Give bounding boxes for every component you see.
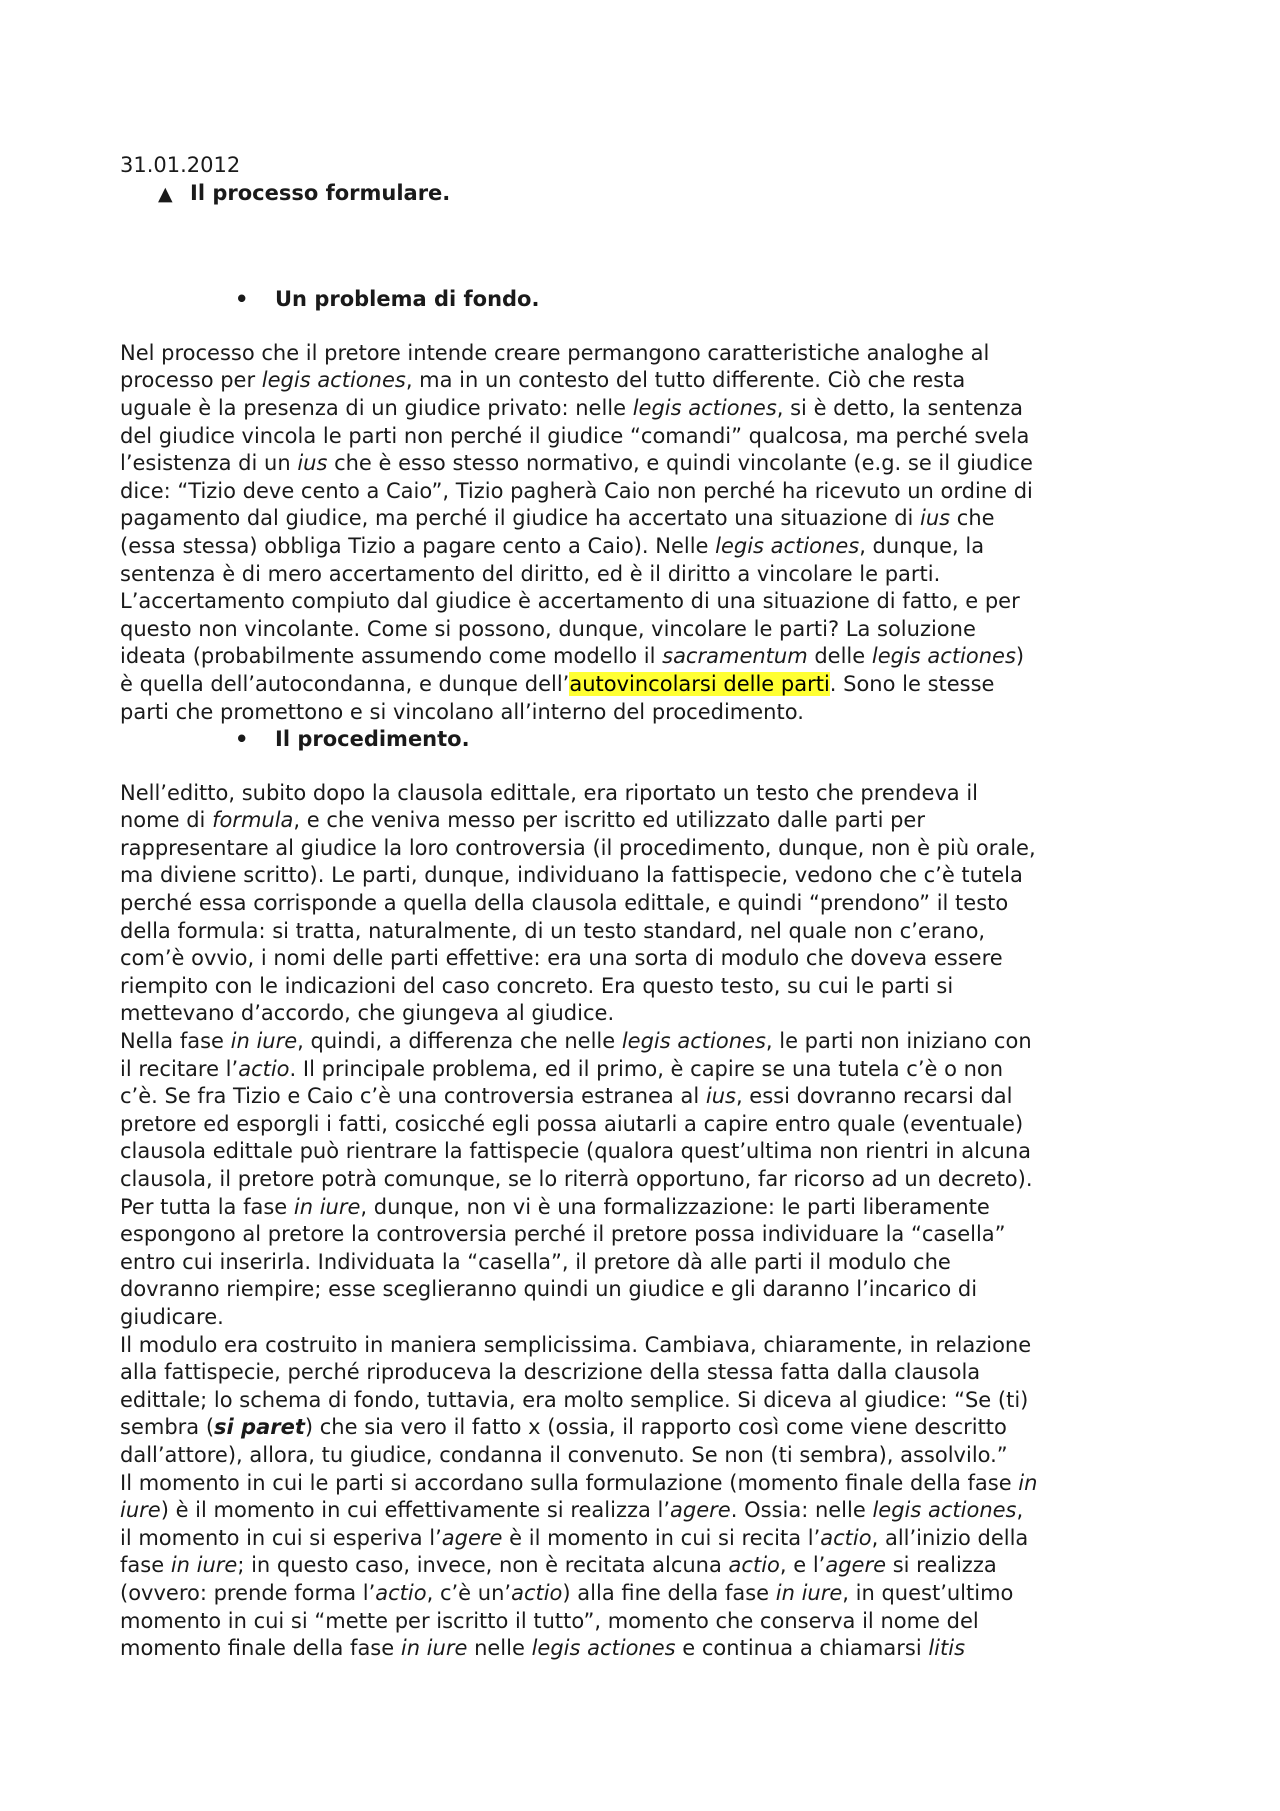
text-line — [120, 699, 1160, 727]
italic-term: legis actiones — [621, 1029, 766, 1054]
text-line — [120, 835, 1160, 863]
text-line — [120, 423, 1160, 451]
text-run: , dunque, non vi è una formalizzazione: le parti liberamente — [360, 1194, 990, 1219]
text-run: è quella dell’autocondanna, e dunque dell’ — [120, 671, 570, 696]
text-run: . Ossia: nelle — [730, 1498, 873, 1523]
text-line — [120, 1028, 1160, 1056]
text-line — [120, 862, 1160, 890]
italic-term: legis actiones — [632, 395, 777, 420]
text-line — [120, 807, 1160, 835]
bullet-icon: • — [235, 287, 249, 312]
italic-term: in iure — [230, 1029, 298, 1054]
text-run: , le parti non iniziano con — [765, 1029, 1032, 1054]
text-run: dall’attore), allora, tu giudice, condanna il convenuto. Se non (ti sembra), assolvilo.” — [120, 1442, 1008, 1467]
italic-term: ius — [705, 1084, 736, 1109]
text-run: momento in cui si “mette per iscritto il tutto”, momento che conserva il nome del — [120, 1608, 979, 1633]
italic-term: ius — [920, 506, 951, 531]
section-heading — [235, 286, 1160, 314]
text-run: alla fattispecie, perché riproduceva la descrizione della stessa fatta dalla clausola — [120, 1360, 981, 1385]
text-run: , e l’ — [779, 1553, 826, 1578]
text-line — [120, 561, 1160, 589]
text-line — [120, 616, 1160, 644]
text-line — [120, 1387, 1160, 1415]
italic-term: legis actiones — [871, 644, 1016, 669]
text-run: , c’è un’ — [426, 1580, 512, 1605]
text-run: ) che sia vero il fatto x (ossia, il rapporto così come viene descritto — [304, 1415, 1007, 1440]
text-run: dice: “Tizio deve cento a Caio”, Tizio pagherà Caio non perché ha ricevuto un ordine di — [120, 478, 1033, 503]
text-run: e continua a chiamarsi — [675, 1636, 929, 1661]
text-line — [120, 918, 1160, 946]
italic-term: in iure — [293, 1194, 361, 1219]
triangle-icon: ▲ — [158, 182, 173, 205]
italic-term: ius — [297, 451, 328, 476]
bullet-icon: • — [235, 727, 249, 752]
text-line — [120, 1083, 1160, 1111]
text-run: c’è. Se fra Tizio e Caio c’è una controversia estranea al — [120, 1084, 706, 1109]
text-line — [120, 505, 1160, 533]
italic-term: litis — [928, 1636, 966, 1661]
italic-term: iure — [120, 1498, 161, 1523]
text-line — [120, 1497, 1160, 1525]
text-line — [120, 1138, 1160, 1166]
text-line — [120, 780, 1160, 808]
text-line — [120, 450, 1160, 478]
text-line — [120, 643, 1160, 671]
text-run: , all’inizio della — [871, 1525, 1029, 1550]
text-run: perché essa corrisponde a quella della clausola edittale, e quindi “prendono” il testo — [120, 891, 1009, 916]
text-line — [120, 588, 1160, 616]
text-run: ) — [1015, 644, 1025, 669]
text-run: il momento in cui si esperiva l’ — [120, 1525, 442, 1550]
italic-term: in — [1018, 1470, 1038, 1495]
document-title-text: Il processo formulare. — [190, 180, 451, 205]
text-run: processo per — [120, 368, 262, 393]
text-run: ideata (probabilmente assumendo come modello il — [120, 644, 663, 669]
italic-term: legis actiones — [531, 1636, 676, 1661]
text-run: questo non vincolante. Come si possono, dunque, vincolare le parti? La soluzione — [120, 616, 976, 641]
text-line — [120, 1608, 1160, 1636]
text-run: della formula: si tratta, naturalmente, di un testo standard, nel quale non c’erano, — [120, 918, 986, 943]
text-run: , in quest’ultimo — [842, 1580, 1014, 1605]
text-run: l’esistenza di un — [120, 451, 298, 476]
text-run: Nell’editto, subito dopo la clausola edittale, era riportato un testo che prendeva il — [120, 780, 979, 805]
italic-term: actio — [820, 1525, 872, 1550]
text-line — [120, 890, 1160, 918]
text-line — [120, 1000, 1160, 1028]
text-line — [120, 1221, 1160, 1249]
italic-term: actio — [238, 1056, 290, 1081]
text-run: , dunque, la — [859, 533, 985, 558]
text-run: del giudice vincola le parti non perché il giudice “comandi” qualcosa, ma perché svela — [120, 423, 1030, 448]
text-run: si realizza — [886, 1553, 997, 1578]
italic-term: sacramentum — [662, 644, 808, 669]
text-run: , si è detto, la sentenza — [776, 395, 1023, 420]
text-line — [120, 1414, 1160, 1442]
text-run: ) alla fine della fase — [562, 1580, 776, 1605]
text-run: mettevano d’accordo, che giungeva al giudice. — [120, 1001, 615, 1026]
text-run: clausola, il pretore potrà comunque, se lo riterrà opportuno, far ricorso ad un decreto). — [120, 1167, 1033, 1191]
text-line — [120, 1525, 1160, 1553]
text-run: clausola edittale può rientrare la fattispecie (qualora quest’ultima non rientri in alcuna — [120, 1139, 1032, 1164]
text-run: , essi dovranno recarsi dal — [735, 1084, 1013, 1109]
italic-term: legis actiones — [261, 368, 406, 393]
text-line — [120, 1580, 1160, 1608]
text-run: nome di — [120, 808, 213, 833]
text-run: espongono al pretore la controversia perché il pretore possa individuare la “casella” — [120, 1222, 1006, 1247]
text-line — [120, 395, 1160, 423]
text-run: entro cui inserirla. Individuata la “casella”, il pretore dà alle parti il modulo che — [120, 1249, 951, 1274]
text-line — [120, 1056, 1160, 1084]
text-run: delle — [807, 644, 872, 669]
text-run: è il momento in cui si recita l’ — [502, 1525, 821, 1550]
italic-term: in iure — [775, 1580, 843, 1605]
text-run: Nella fase — [120, 1029, 231, 1054]
italic-term: agere — [825, 1553, 887, 1578]
text-line — [120, 1249, 1160, 1277]
document-page — [120, 152, 1160, 1663]
text-line — [120, 533, 1160, 561]
text-run: che — [950, 506, 995, 531]
text-run: nelle — [467, 1636, 532, 1661]
bold-italic-term: si paret — [214, 1415, 305, 1440]
text-run: pretore ed esporgli i fatti, cosicché egli possa aiutarli a capire entro quale (eventuale) — [120, 1111, 1024, 1136]
text-run: momento finale della fase — [120, 1636, 401, 1661]
text-run: (essa stessa) obbliga Tizio a pagare cento a Caio). Nelle — [120, 533, 716, 558]
section-paragraph — [120, 780, 1160, 1663]
text-run: , e che veniva messo per iscritto ed utilizzato dalle parti per — [293, 808, 925, 833]
text-line — [120, 340, 1160, 368]
highlighted-text: autovincolarsi delle parti — [569, 671, 830, 696]
text-run: riempito con le indicazioni del caso concreto. Era questo testo, su cui le parti si — [120, 973, 954, 998]
italic-term: actio — [511, 1580, 563, 1605]
text-run: com’è ovvio, i nomi delle parti effettive: era una sorta di modulo che doveva essere — [120, 946, 1003, 971]
italic-term: formula — [212, 808, 294, 833]
text-line — [120, 1442, 1160, 1470]
text-run: rappresentare al giudice la loro controversia (il procedimento, dunque, non è più orale, — [120, 835, 1036, 860]
document-date: 31.01.2012 — [120, 153, 241, 177]
text-line — [120, 1276, 1160, 1304]
text-line — [120, 1552, 1160, 1580]
text-run: fase — [120, 1553, 171, 1578]
text-run: dovranno riempire; esse sceglieranno quindi un giudice e gli daranno l’incarico di — [120, 1277, 978, 1302]
italic-term: actio — [375, 1580, 427, 1605]
text-run: edittale; lo schema di fondo, tuttavia, era molto semplice. Si diceva al giudice: “Se (ti) — [120, 1387, 1029, 1412]
text-run: Per tutta la fase — [120, 1194, 294, 1219]
text-run: (ovvero: prende forma l’ — [120, 1580, 376, 1605]
italic-term: agere — [670, 1498, 731, 1523]
text-run: Nel processo che il pretore intende creare permangono caratteristiche analoghe al — [120, 340, 990, 365]
text-line — [120, 1635, 1160, 1663]
text-run: ; in questo caso, invece, non è recitata alcuna — [237, 1553, 729, 1578]
text-line — [120, 945, 1160, 973]
text-line — [120, 478, 1160, 506]
italic-term: agere — [441, 1525, 503, 1550]
text-run: uguale è la presenza di un giudice privato: nelle — [120, 395, 633, 420]
text-line — [120, 1470, 1160, 1498]
text-run: giudicare. — [120, 1304, 224, 1329]
italic-term: in iure — [170, 1553, 238, 1578]
text-run: pagamento dal giudice, ma perché il giudice ha accertato una situazione di — [120, 506, 921, 531]
text-line — [120, 1166, 1160, 1194]
section-heading-text: Un problema di fondo. — [275, 287, 540, 312]
italic-term: legis actiones — [715, 533, 860, 558]
italic-term: legis actiones — [872, 1498, 1017, 1523]
text-run: , ma in un contesto del tutto differente. Ciò che resta — [405, 368, 966, 393]
italic-term: actio — [728, 1553, 780, 1578]
text-line — [120, 1304, 1160, 1332]
section-paragraph — [120, 340, 1160, 726]
text-line — [120, 367, 1160, 395]
text-line — [120, 1359, 1160, 1387]
text-run: . Il principale problema, ed il primo, è capire se una tutela c’è o non — [289, 1056, 1004, 1081]
text-line — [120, 671, 1160, 699]
text-run: L’accertamento compiuto dal giudice è accertamento di una situazione di fatto, e per — [120, 589, 1020, 614]
text-run: Il modulo era costruito in maniera semplicissima. Cambiava, chiaramente, in relazione — [120, 1332, 1032, 1357]
document-title — [158, 180, 1160, 209]
text-run: parti che promettono e si vincolano all’interno del procedimento. — [120, 699, 804, 724]
italic-term: in iure — [400, 1636, 468, 1661]
section-heading-text: Il procedimento. — [275, 727, 470, 752]
section-heading — [235, 726, 1160, 754]
text-line — [120, 1332, 1160, 1360]
text-run: il recitare l’ — [120, 1056, 239, 1081]
text-run: che è esso stesso normativo, e quindi vincolante (e.g. se il giudice — [327, 451, 1033, 476]
text-run: Il momento in cui le parti si accordano sulla formulazione (momento finale della fase — [120, 1470, 1019, 1495]
text-line — [120, 1111, 1160, 1139]
text-line — [120, 1194, 1160, 1222]
text-run: , — [1016, 1498, 1024, 1523]
text-run: sembra ( — [120, 1415, 215, 1440]
text-run: , quindi, a differenza che nelle — [297, 1029, 622, 1054]
text-run: ) è il momento in cui effettivamente si realizza l’ — [160, 1498, 671, 1523]
text-run: . Sono le stesse — [829, 671, 995, 696]
text-line — [120, 973, 1160, 1001]
text-run: ma diviene scritto). Le parti, dunque, individuano la fattispecie, vedono che c’è tutela — [120, 863, 1023, 888]
text-run: sentenza è di mero accertamento del diritto, ed è il diritto a vincolare le parti. — [120, 561, 941, 586]
